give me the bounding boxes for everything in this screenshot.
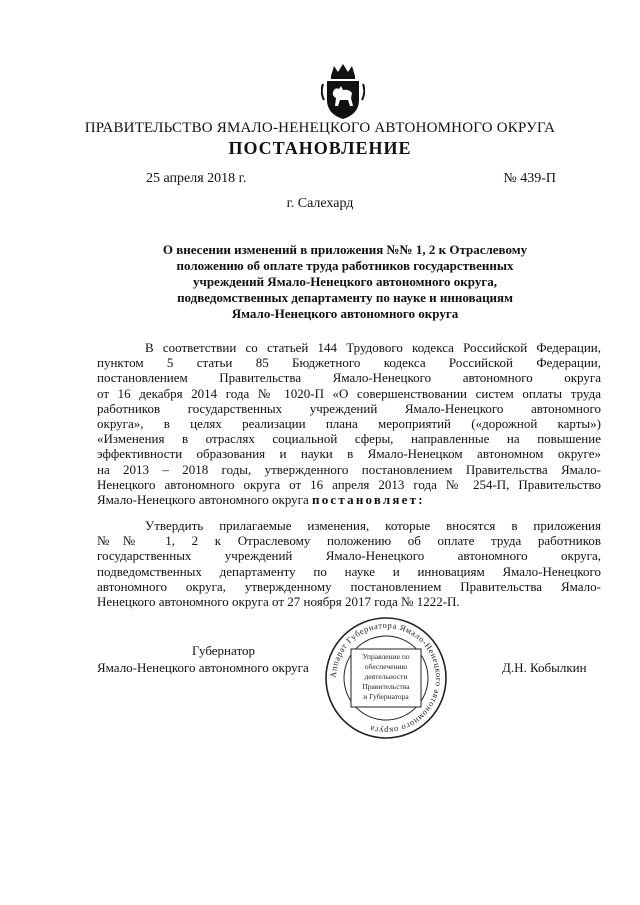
body-line: №№ 1, 2 к Отраслевому положению об оплате труда работников bbox=[97, 533, 601, 549]
document-date: 25 апреля 2018 г. bbox=[146, 171, 247, 186]
document-number: № 439-П bbox=[503, 171, 556, 186]
body-line: В соответствии со статьей 144 Трудового кодекса Российской Федерации, bbox=[145, 340, 601, 355]
stamp-center-line: деятельности bbox=[364, 672, 408, 681]
body-line-prefix: Ямало-Ненецкого автономного округа bbox=[97, 492, 313, 508]
document-subject bbox=[150, 242, 540, 322]
body-line: подведомственных департаменту по науке и инновациям Ямало-Ненецкого bbox=[97, 563, 601, 579]
signer-title: Губернатор bbox=[192, 643, 255, 658]
subject-line: Ямало-Ненецкого автономного округа bbox=[231, 306, 459, 321]
stamp-center-line: и Губернатора bbox=[363, 692, 409, 701]
stamp-ring-text: Аппарат Губернатора Ямало-Ненецкого автономного округа bbox=[327, 619, 445, 737]
body-line: постановлением Правительства Ямало-Ненецкого автономного округа bbox=[97, 370, 601, 386]
document-type: ПОСТАНОВЛЕНИЕ bbox=[228, 138, 412, 158]
stamp-center-line: Управление по bbox=[362, 652, 410, 661]
signer-organization: Ямало-Ненецкого автономного округа bbox=[97, 660, 309, 675]
body-line: государственных учреждений Ямало-Ненецкого автономного округа, bbox=[97, 548, 601, 564]
body-line: Ненецкого автономного округа от 16 апреля 2013 года № 254-П, Правительство bbox=[97, 476, 601, 492]
official-stamp bbox=[323, 615, 449, 741]
body-line: эффективности образования и науки в Ямало-Ненецком автономном округе» bbox=[97, 446, 601, 462]
body-line: округа», в целях реализации плана мероприятий («дорожной карты») bbox=[97, 416, 601, 432]
body-paragraph-1 bbox=[97, 340, 601, 507]
resolution-keyword: постановляет: bbox=[312, 492, 425, 508]
body-line: автономного округа, утвержденному постановлением Правительства Ямало- bbox=[97, 578, 601, 594]
body-line: на 2013 – 2018 годы, утвержденного постановлением Правительства Ямало- bbox=[97, 461, 601, 477]
body-line: Утвердить прилагаемые изменения, которые вносятся в приложения bbox=[145, 518, 601, 533]
body-line: пунктом 5 статьи 85 Бюджетного кодекса Российской Федерации, bbox=[97, 355, 601, 371]
stamp-center-line: Правительства bbox=[362, 682, 410, 691]
stamp-center-line: обеспечению bbox=[364, 662, 408, 671]
body-line: работников государственных учреждений Ямало-Ненецкого автономного bbox=[97, 400, 601, 416]
subject-line: учреждений Ямало-Ненецкого автономного округа, bbox=[192, 274, 498, 289]
body-line: от 16 декабря 2014 года № 1020-П «О совершенствовании систем оплаты труда bbox=[97, 385, 601, 401]
signer-name: Д.Н. Кобылкин bbox=[502, 660, 587, 675]
subject-line: О внесении изменений в приложения №№ 1, 2 к Отраслевому bbox=[162, 242, 528, 257]
subject-line: положению об оплате труда работников государственных bbox=[176, 258, 514, 273]
government-title: ПРАВИТЕЛЬСТВО ЯМАЛО-НЕНЕЦКОГО АВТОНОМНОГО ОКРУГА bbox=[84, 120, 556, 136]
body-line: Ненецкого автономного округа от 27 ноября 2017 года № 1222-П. bbox=[97, 594, 460, 610]
body-line: «Изменения в отраслях социальной сферы, направленные на повышение bbox=[97, 431, 601, 447]
document-city: г. Салехард bbox=[286, 196, 354, 211]
subject-line: подведомственных департаменту по науке и инновациям bbox=[177, 290, 513, 305]
body-paragraph-2 bbox=[97, 518, 601, 609]
coat-of-arms-emblem bbox=[321, 62, 365, 120]
body-line-last bbox=[97, 492, 601, 507]
